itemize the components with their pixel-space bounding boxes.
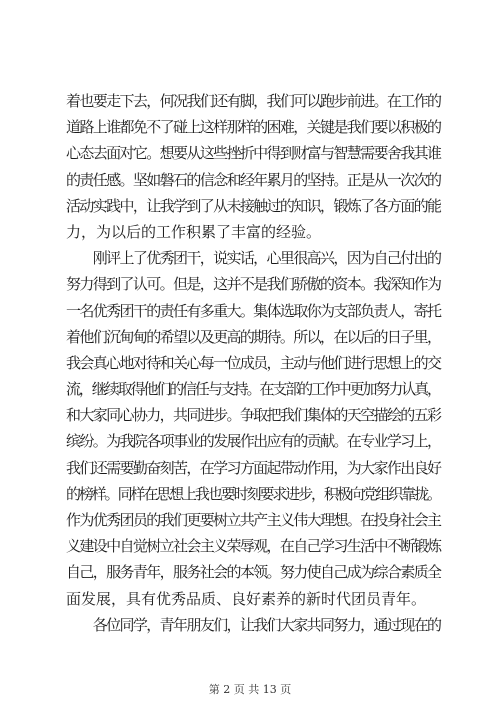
- page-footer: 第 2 页 共 13 页: [208, 683, 292, 696]
- text-line: 流，继续取得他们的信任与支持。在支部的工作中更加努力认真，: [66, 380, 440, 399]
- text-line: 力，为以后的工作积累了丰富的经验。: [66, 222, 322, 241]
- text-line: 着也要走下去，何况我们还有脚，我们可以跑步前进。在工作的: [66, 92, 441, 110]
- text-line: 我会真心地对待和关心每一位成员，主动与他们进行思想上的交: [66, 353, 441, 372]
- text-line: 一名优秀团干的责任有多重大。集体选取你为支部负责人，寄托: [66, 301, 441, 320]
- text-line: 各位同学，青年朋友们，让我们大家共同努力，通过现在的: [66, 615, 441, 634]
- text-line: 和大家同心协力，共同进步。争取把我们集体的天空描绘的五彩: [66, 406, 441, 425]
- text-line: 自己，服务青年，服务社会的本领。努力使自己成为综合素质全: [66, 563, 441, 582]
- text-line: 面发展，具有优秀品质、良好素养的新时代团员青年。: [66, 589, 427, 608]
- body-text: [66, 88, 442, 638]
- text-line: 刚评上了优秀团干，说实话，心里很高兴，因为自己付出的: [66, 249, 441, 268]
- text-line: 着他们沉甸甸的希望以及更高的期待。所以，在以后的日子里，: [66, 327, 441, 346]
- text-line: 活动实践中，让我学到了从未接触过的知识，锻炼了各方面的能: [66, 196, 441, 215]
- text-line: 心态去面对它。想要从这些挫折中得到财富与智慧需要舍我其谁: [66, 144, 441, 163]
- text-line: 作为优秀团员的我们更要树立共产主义伟大理想。在投身社会主: [66, 511, 441, 529]
- text-line: 努力得到了认可。但是，这并不是我们骄傲的资本。我深知作为: [66, 275, 441, 294]
- text-line: 道路上谁都免不了碰上这样那样的困难，关键是我们要以积极的: [66, 118, 441, 137]
- text-line: 的责任感。坚如磐石的信念和经年累月的坚持。正是从一次次的: [66, 170, 441, 189]
- text-line: 我们还需要勤奋刻苦，在学习方面起带动作用，为大家作出良好: [66, 458, 441, 477]
- text-line: 缤纷。为我院各项事业的发展作出应有的贡献。在专业学习上，: [66, 432, 441, 451]
- text-line: 义建设中自觉树立社会主义荣辱观，在自己学习生活中不断锻炼: [66, 537, 441, 556]
- text-line: 的榜样。同样在思想上我也要时刻要求进步，积极向党组织靠拢。: [66, 484, 440, 503]
